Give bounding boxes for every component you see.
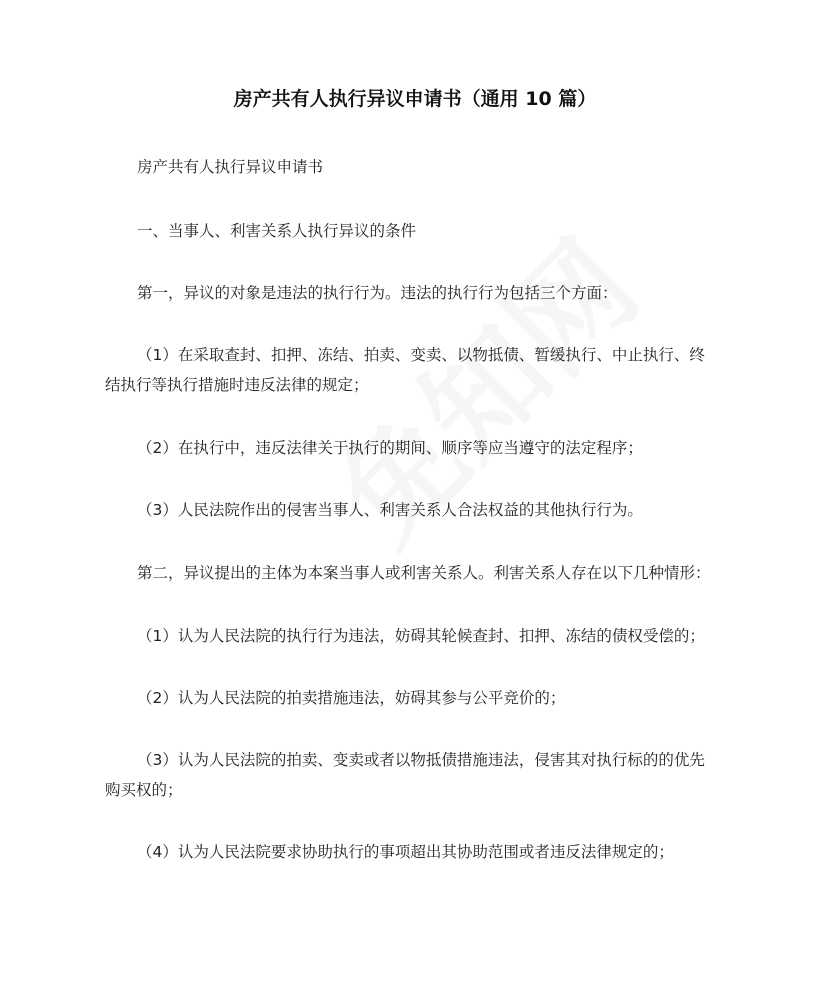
paragraph-line: （3）认为人民法院的拍卖、变卖或者以物抵债措施违法，侵害其对执行标的的优先 bbox=[137, 751, 705, 769]
paragraph bbox=[105, 216, 745, 246]
paragraph bbox=[105, 558, 745, 588]
document-title: 房产共有人执行异议申请书（通用 10 篇） bbox=[233, 88, 597, 110]
paragraph-line: （2）在执行中，违反法律关于执行的期间、顺序等应当遵守的法定程序； bbox=[137, 439, 643, 457]
paragraph bbox=[105, 152, 745, 182]
paragraph-line: 第二，异议提出的主体为本案当事人或利害关系人。利害关系人存在以下几种情形： bbox=[137, 564, 711, 582]
paragraph bbox=[105, 745, 745, 805]
paragraph bbox=[105, 683, 745, 713]
paragraph bbox=[105, 278, 745, 308]
paragraph-line: （2）认为人民法院的拍卖措施违法，妨碍其参与公平竞价的； bbox=[137, 689, 566, 707]
paragraph bbox=[105, 621, 745, 651]
paragraph-line: 一、当事人、利害关系人执行异议的条件 bbox=[137, 222, 417, 240]
paragraph-line: 购买权的； bbox=[105, 781, 183, 799]
paragraph-line: 房产共有人执行异议申请书 bbox=[137, 158, 324, 176]
paragraph-line: （3）人民法院作出的侵害当事人、利害关系人合法权益的其他执行行为。 bbox=[137, 501, 643, 519]
paragraph bbox=[105, 495, 745, 525]
paragraph-line: 结执行等执行措施时违反法律的规定； bbox=[105, 376, 369, 394]
paragraph bbox=[105, 433, 745, 463]
paragraph-line: （4）认为人民法院要求协助执行的事项超出其协助范围或者违反法律规定的； bbox=[137, 843, 674, 861]
paragraph-line: （1）认为人民法院的执行行为违法，妨碍其轮候查封、扣押、冻结的债权受偿的； bbox=[137, 627, 705, 645]
paragraph-line: 第一，异议的对象是违法的执行行为。违法的执行行为包括三个方面： bbox=[137, 284, 618, 302]
paragraph-line: （1）在采取查封、扣押、冻结、拍卖、变卖、以物抵债、暂缓执行、中止执行、终 bbox=[137, 346, 705, 364]
paragraph bbox=[105, 837, 745, 867]
paragraph bbox=[105, 340, 745, 400]
